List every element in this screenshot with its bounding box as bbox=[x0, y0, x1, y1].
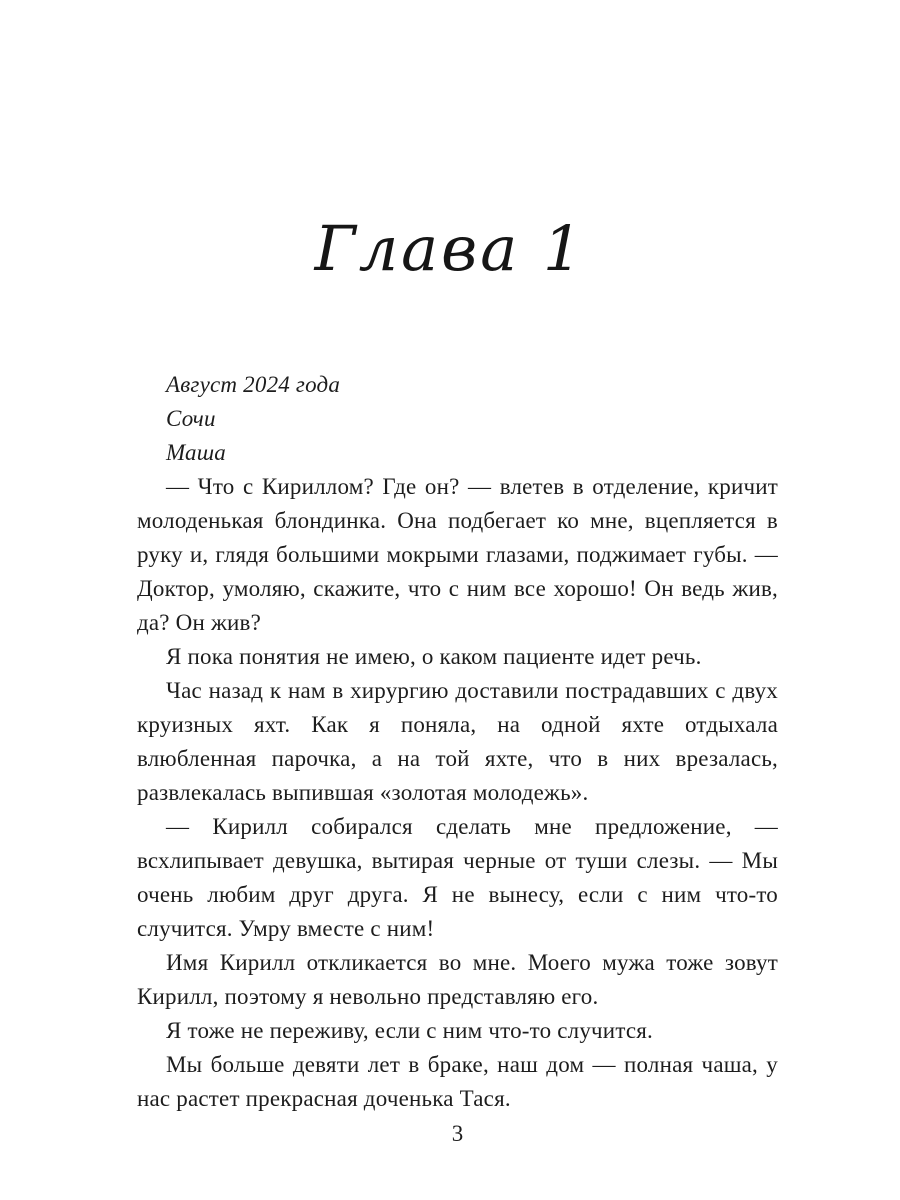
epigraph-place: Сочи bbox=[166, 406, 216, 431]
text-block bbox=[137, 368, 778, 1116]
page-number: 3 bbox=[451, 1121, 464, 1146]
paragraph: Я тоже не переживу, если с ним что-то случится. bbox=[166, 1018, 653, 1043]
paragraph: Час назад к нам в хирургию доставили пострадавших с двух круизных яхт. Как я поняла, на одной яхте отдыхала влюбленная парочка, а на той яхте, что в них врезалась, развлекалась выпившая «золотая молодежь». bbox=[137, 678, 778, 805]
paragraph: Имя Кирилл откликается во мне. Моего мужа тоже зовут Кирилл, поэтому я невольно представляю его. bbox=[137, 950, 778, 1009]
paragraph: Мы больше девяти лет в браке, наш дом — полная чаша, у нас растет прекрасная доченька Тася. bbox=[137, 1052, 778, 1111]
paragraph: Я пока понятия не имею, о каком пациенте идет речь. bbox=[166, 644, 702, 669]
epigraph-narrator: Маша bbox=[166, 440, 226, 465]
paragraph: — Что с Кириллом? Где он? — влетев в отделение, кричит молоденькая блондинка. Она подбегает ко мне, вцепляется в руку и, глядя большими мокрыми глазами, поджимает губы. — Доктор, умоляю, скажите, что с ним все хорошо! Он ведь жив, да? Он жив? bbox=[137, 474, 778, 635]
chapter-title: Глава 1 bbox=[314, 212, 586, 285]
epigraph-date: Август 2024 года bbox=[166, 372, 341, 397]
paragraph: — Кирилл собирался сделать мне предложение, — всхлипывает девушка, вытирая черные от туши слезы. — Мы очень любим друг друга. Я не вынесу, если с ним что-то случится. Умру вместе с ним! bbox=[137, 814, 778, 941]
